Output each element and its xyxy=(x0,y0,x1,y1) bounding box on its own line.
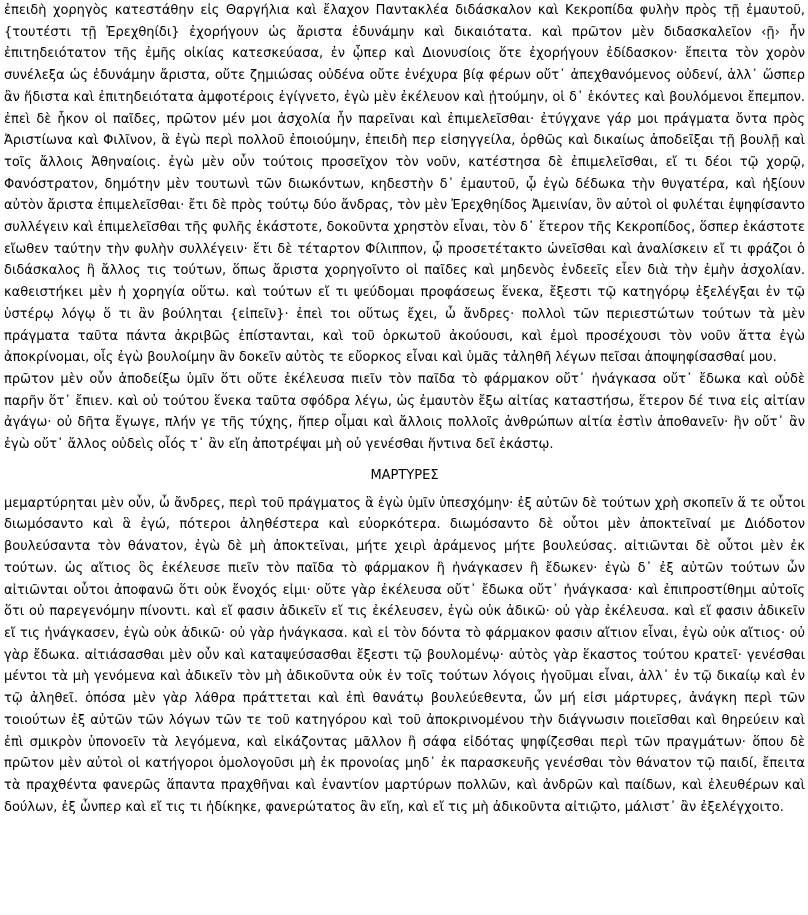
paragraph-3: μεμαρτύρηται μὲν οὖν, ὦ ἄνδρες, περὶ τοῦ πράγματος ἃ ἐγὼ ὑμῖν ὑπεσχόμην· ἐξ αὐτῶν δὲ τούτων χρὴ σκοπεῖν ἅ τε οὗτοι διωμόσαντο καὶ ἃ ἐγώ, πότεροι ἀληθέστερα καὶ εὐορκότερα. διωμόσαντο δὲ οὗτοι μὲν ἀποκτεῖναί με Διόδοτον βουλεύσαντα τὸν θάνατον, ἐγὼ δὲ μὴ ἀποκτεῖναι, μήτε χειρὶ ἀράμενος μήτε βουλεύσας. αἰτιῶνται δὲ οὗτοι μὲν ἐκ τούτων. ὡς αἴτιος ὃς ἐκέλευσε πιεῖν τὸν παῖδα τὸ φάρμακον ἢ ἠνάγκασεν ἢ ἔδωκεν· ἐγὼ δ᾽ ἐξ αὐτῶν τούτων ὧν αἰτιῶνται οὗτοι ἀποφανῶ ὅτι οὐκ ἔνοχός εἰμι· οὔτε γὰρ ἐκέλευσα οὔτ᾽ ἔδωκα οὔτ᾽ ἠνάγκασα· καὶ ἐπιπροστίθημι αὐτοῖς ὅτι οὐ παρεγενόμην πίνοντι. καὶ εἴ φασιν ἀδικεῖν εἴ τις ἐκέλευσεν, ἐγὼ οὐκ ἀδικῶ· οὐ γὰρ ἐκέλευσα. καὶ εἴ φασιν ἀδικεῖν εἴ τις ἠνάγκασεν, ἐγὼ οὐκ ἀδικῶ· οὐ γὰρ ἠνάγκασα. καὶ εἰ τὸν δόντα τὸ φάρμακον φασιν αἴτιον εἶναι, ἐγὼ οὐκ αἴτιος· οὐ γὰρ ἔδωκα. αἰτιάσασθαι μὲν οὖν καὶ καταψεύσασθαι ἔξεστι τῷ βουλομένῳ· αὐτὸς γὰρ ἕκαστος τούτου κρατεῖ· γενέσθαι μέντοι τὰ μὴ γενόμενα καὶ ἀδικεῖν τὸν μὴ ἀδικοῦντα οὐκ ἐν τοῖς τούτων λόγοις ἡγοῦμαι εἶναι, ἀλλ᾽ ἐν τῷ δικαίῳ καὶ ἐν τῷ ἀληθεῖ. ὁπόσα μὲν γὰρ λάθρα πράττεται καὶ ἐπὶ θανάτῳ βουλεύεθεντα, ὧν μή εἰσι μάρτυρες, ἀνάγκη περὶ τῶν τοιούτων ἐξ αὐτῶν τῶν λόγων τῶν τε τοῦ κατηγόρου καὶ τοῦ ἀποκρινομένου τὴν διάγνωσιν ποιεῖσθαι καὶ θηρεύειν καὶ ἐπὶ σμικρὸν ὑπονοεῖν τὰ λεγόμενα, καὶ εἰκάζοντας μᾶλλον ἢ σάφα εἰδότας ψηφίζεσθαι περὶ τῶν πραγμάτων· ὅπου δὲ πρῶτον μὲν αὐτοὶ οἱ κατήγοροι ὁμολογοῦσι μὴ ἐκ προνοίας μηδ᾽ ἐκ παρασκευῆς γενέσθαι τὸν θάνατον τῷ παιδί, ἔπειτα τὰ πραχθέντα φανερῶς ἅπαντα πραχθῆναι καὶ ἐναντίον μαρτύρων πολλῶν, καὶ ἀνδρῶν καὶ παίδων, καὶ ἐλευθέρων καὶ δούλων, ἐξ ὧνπερ καὶ εἴ τις τι ἠδίκηκε, φανερώτατος ἂν εἴη, καὶ εἴ τις μὴ ἀδικοῦντα αἰτιῷτο, μάλιστ᾽ ἂν ἐξελέγχοιτο. xyxy=(4,495,805,815)
paragraph-1: ἐπειδὴ χορηγὸς κατεστάθην εἰς Θαργήλια καὶ ἔλαχον Παντακλέα διδάσκαλον καὶ Κεκροπίδα φυλὴν πρὸς τῇ ἐμαυτοῦ, {τουτέστι τῇ Ἐρεχθηίδι} ἐχορήγουν ὡς ἄριστα ἐδυνάμην καὶ δικαιότατα. καὶ πρῶτον μὲν διδασκαλεῖον ‹ῇ› ἦν ἐπιτηδειότατον τῆς ἐμῆς οἰκίας κατεσκεύασα, ἐν ᾧπερ καὶ Διονυσίοις ὅτε ἐχορήγουν ἐδίδασκον· ἔπειτα τὸν χορὸν συνέλεξα ὡς ἐδυνάμην ἄριστα, οὔτε ζημιώσας οὐδένα οὔτε ἐνέχυρα βίᾳ φέρων οὔτ᾽ ἀπεχθανόμενος οὐδενί, ἀλλ᾽ ὥσπερ ἂν ἥδιστα καὶ ἐπιτηδειότατα ἀμφοτέροις ἐγίγνετο, ἐγὼ μὲν ἐκέλευον καὶ ᾐτούμην, οἱ δ᾽ ἑκόντες καὶ βουλόμενοι ἔπεμπον. ἐπεὶ δὲ ἧκον οἱ παῖδες, πρῶτον μέν μοι ἀσχολία ἦν παρεῖναι καὶ ἐπιμελεῖσθαι· ἐτύγχανε γάρ μοι πράγματα ὄντα πρὸς Ἀριστίωνα καὶ Φιλῖνον, ἃ ἐγὼ περὶ πολλοῦ ἐποιούμην, ἐπειδὴ περ εἰσηγγείλα, ὀρθῶς καὶ δικαίως ἀποδεῖξαι τῇ βουλῇ καὶ τοῖς ἄλλοις Ἀθηναίοις. ἐγὼ μὲν οὖν τούτοις προσεῖχον τὸν νοῦν, κατέστησα δὲ ἐπιμελεῖσθαι, εἴ τι δέοι τῷ χορῷ, Φανόστρατον, δημότην μὲν τουτωνὶ τῶν διωκόντων, κηδεστὴν δ᾽ ἐμαυτοῦ, ᾧ ἐγὼ δέδωκα τὴν θυγατέρα, καὶ ἠξίουν αὐτὸν ἄριστα ἐπιμελεῖσθαι· ἔτι δὲ πρὸς τούτῳ δύο ἄνδρας, τὸν μὲν Ἐρεχθηίδος Ἀμεινίαν, ὃν αὐτοὶ οἱ φυλέται ἐψηφίσαντο συλλέγειν καὶ ἐπιμελεῖσθαι τῆς φυλῆς ἑκάστοτε, δοκοῦντα χρηστὸν εἶναι, τὸν δ᾽ ἕτερον τῆς Κεκροπίδος, ὅσπερ ἑκάστοτε εἴωθεν ταύτην τὴν φυλὴν συλλέγειν· ἔτι δὲ τέταρτον Φίλιππον, ᾧ προσετέτακτο ὠνεῖσθαι καὶ ἀναλίσκειν εἴ τι φράζοι ὁ διδάσκαλος ἢ ἄλλος τις τούτων, ὅπως ἄριστα χορηγοῖντο οἱ παῖδες καὶ μηδενὸς ἐνδεεῖς εἶεν διὰ τὴν ἐμὴν ἀσχολίαν. καθειστήκει μὲν ἡ χορηγία οὕτω. καὶ τούτων εἴ τι ψεύδομαι προφάσεως ἕνεκα, ἔξεστι τῷ κατηγόρῳ ἐξελέγξαι ἐν τῷ ὑστέρῳ λόγῳ ὅ τι ἂν βούληται {εἰπεῖν}· ἐπεὶ τοι οὕτως ἔχει, ὦ ἄνδρες· πολλοὶ τῶν περιεστώτων τούτων τὰ μὲν πράγματα ταῦτα πάντα ἀκριβῶς ἐπίστανται, καὶ τοῦ ὁρκωτοῦ ἀκούουσι, καὶ ἐμοὶ προσέχουσι τὸν νοῦν ἅττα ἐγὼ ἀποκρίνομαι, οἷς ἐγὼ βουλοίμην ἂν δοκεῖν αὐτὸς τε εὔορκος εἶναι καὶ ὑμᾶς τἀληθῆ λέγων πεῖσαι ἀποψηφίσασθαί μου. xyxy=(4,3,805,366)
paragraph-2: πρῶτον μὲν οὖν ἀποδείξω ὑμῖν ὅτι οὔτε ἐκέλευσα πιεῖν τὸν παῖδα τὸ φάρμακον οὔτ᾽ ἠνάγκασα οὔτ᾽ ἔδωκα καὶ οὐδὲ παρῆν ὅτ᾽ ἔπιεν. καὶ οὐ τούτου ἕνεκα ταῦτα σφόδρα λέγω, ὡς ἐμαυτὸν ἔξω αἰτίας καταστήσω, ἕτερον δέ τινα εἰς αἰτίαν ἀγάγω· οὐ δῆτα ἔγωγε, πλήν γε τῆς τύχης, ἥπερ οἶμαι καὶ ἄλλοις πολλοῖς ἀνθρώπων αἰτία ἐστὶν ἀποθανεῖν· ἣν οὔτ᾽ ἂν ἐγὼ οὔτ᾽ ἄλλος οὐδεὶς οἷός τ᾽ ἂν εἴη ἀποτρέψαι μὴ οὐ γενέσθαι ἥντινα δεῖ ἑκάστῳ. xyxy=(4,371,805,453)
section-heading: ΜΑΡΤΥΡΕΣ xyxy=(370,467,439,483)
